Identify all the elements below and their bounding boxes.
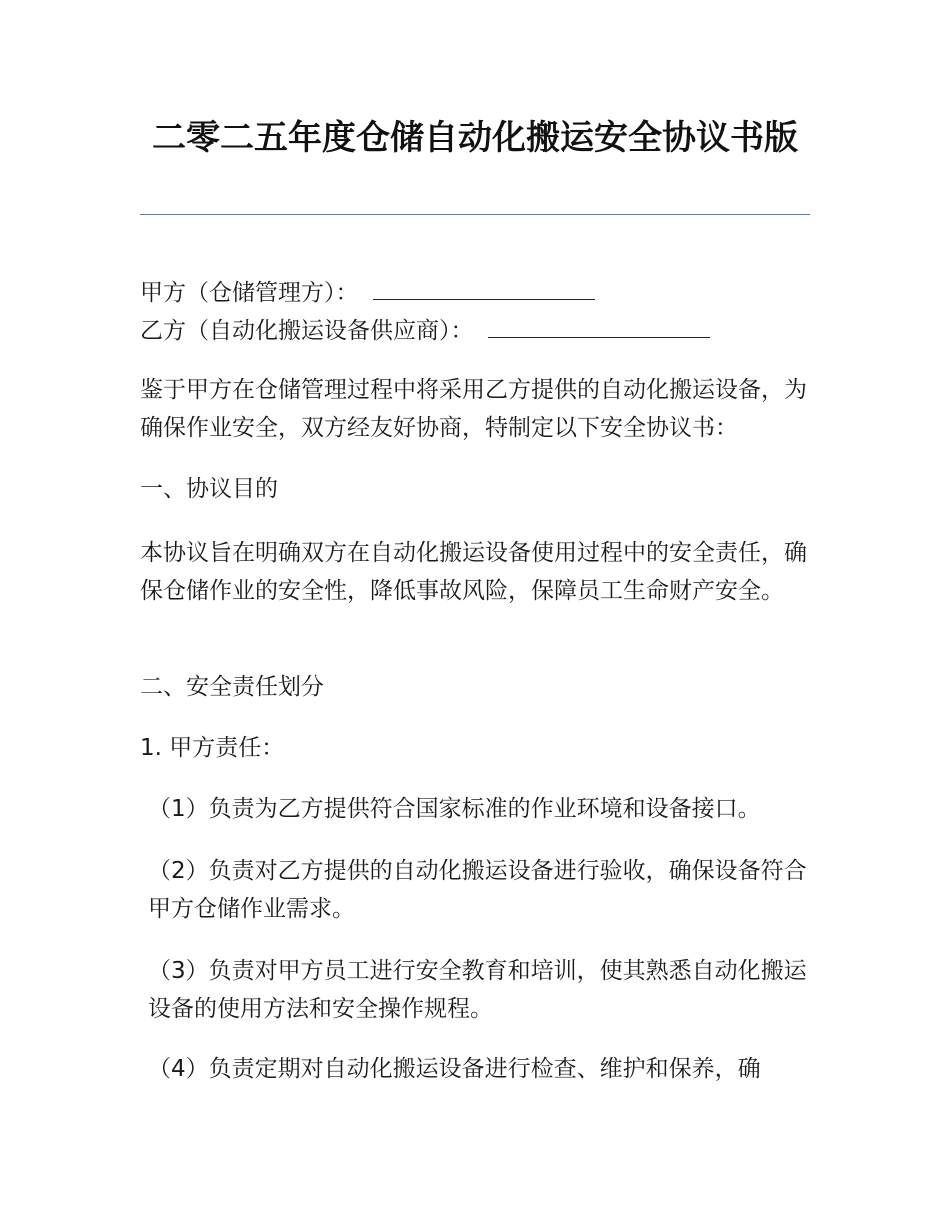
document-title: 二零二五年度仓储自动化搬运安全协议书版	[152, 118, 798, 158]
section1-heading: 一、协议目的	[140, 476, 278, 502]
party-b-line	[140, 314, 820, 348]
party-a-label: 甲方（仓储管理方）：	[140, 280, 359, 306]
section2-heading: 二、安全责任划分	[140, 674, 324, 700]
duty-item-4: （4）负责定期对自动化搬运设备进行检查、维护和保养，确	[148, 1056, 761, 1082]
party-a-line	[140, 276, 820, 310]
section1-paragraph: 本协议旨在明确双方在自动化搬运设备使用过程中的安全责任，确保仓储作业的安全性，降低事故风险，保障员工生命财产安全。	[140, 540, 807, 604]
duty-item-3: （3）负责对甲方员工进行安全教育和培训，使其熟悉自动化搬运设备的使用方法和安全操作规程。	[148, 958, 807, 1022]
duty-item-1: （1）负责为乙方提供符合国家标准的作业环境和设备接口。	[148, 796, 761, 822]
party-b-blank	[488, 315, 710, 338]
party-b-label: 乙方（自动化搬运设备供应商）：	[140, 318, 474, 344]
intro-paragraph: 鉴于甲方在仓储管理过程中将采用乙方提供的自动化搬运设备，为确保作业安全，双方经友好协商，特制定以下安全协议书：	[140, 377, 807, 441]
duty-item-2: （2）负责对乙方提供的自动化搬运设备进行验收，确保设备符合甲方仓储作业需求。	[148, 858, 807, 922]
party-a-duties-heading: 1. 甲方责任：	[140, 735, 285, 761]
party-a-blank	[373, 277, 595, 300]
title-underline	[140, 214, 810, 215]
